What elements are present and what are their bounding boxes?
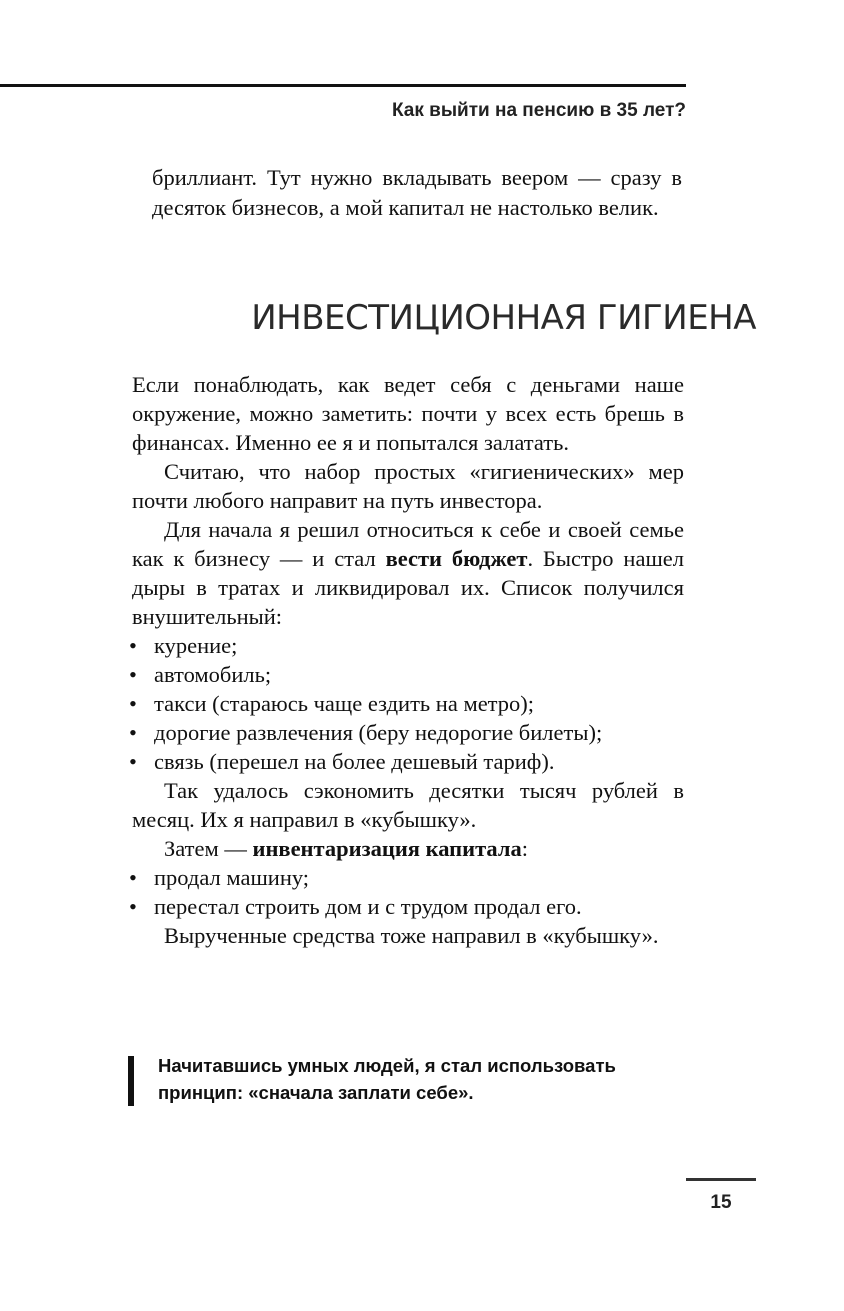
list-item: • продал машину; [129, 865, 310, 890]
callout-bar [128, 1056, 134, 1106]
list-item: • дорогие развлечения (беру недорогие билеты); [129, 720, 603, 745]
list-item: • перестал строить дом и с трудом продал его. [129, 894, 582, 919]
bullet-icon: • [129, 865, 137, 890]
bullet-icon: • [129, 720, 137, 745]
callout-text: Начитавшись умных людей, я стал использовать принцип: «сначала заплати себе». [158, 1055, 616, 1103]
paragraph-5-end: : [521, 836, 529, 861]
bullet-icon: • [129, 633, 137, 658]
paragraph-4: Так удалось сэкономить десятки тысяч рублей в месяц. Их я направил в «кубышку». [132, 778, 684, 832]
paragraph-5 [132, 834, 684, 863]
running-header: Как выйти на пенсию в 35 лет? [391, 100, 686, 121]
bullet-icon: • [129, 894, 137, 919]
paragraph-3-end: . Быстро нашел дыры в тратах и ликвидировал их. Список получился внушительный: [132, 546, 684, 629]
list-item: • такси (стараюсь чаще ездить на метро); [129, 691, 535, 716]
bullet-icon: • [129, 691, 137, 716]
paragraph-1: Если понаблюдать, как ведет себя с деньгами наше окружение, можно заметить: почти у всех есть брешь в финансах. Именно ее я и попытался залатать. [132, 372, 684, 455]
bullet-icon: • [129, 662, 137, 687]
list-item: • автомобиль; [129, 662, 272, 687]
capital-list [129, 863, 684, 921]
paragraph-2: Считаю, что набор простых «гигиенических» мер почти любого направит на путь инвестора. [132, 459, 684, 513]
footer-rule [686, 1178, 756, 1181]
paragraph-3 [132, 515, 684, 631]
paragraph-3-start: Для начала я решил относиться к себе и своей семье как к бизнесу — и стал [132, 517, 684, 571]
list-item: • курение; [129, 633, 238, 658]
savings-list [129, 631, 684, 776]
section-heading: ИНВЕСТИЦИОННАЯ ГИГИЕНА [251, 298, 756, 338]
keyword-capital-inventory: инвентаризация капитала [252, 836, 522, 861]
paragraph-5-start: Затем — [164, 836, 253, 861]
keyword-budget: вести бюджет [385, 546, 528, 571]
page-number: 15 [710, 1192, 732, 1213]
header-rule [0, 84, 686, 87]
bullet-icon: • [129, 749, 137, 774]
callout [128, 1052, 688, 1106]
section-body [129, 370, 684, 950]
continued-paragraph: бриллиант. Тут нужно вкладывать веером — сразу в десяток бизнесов, а мой капитал не настолько велик. [152, 164, 682, 220]
list-item: • связь (перешел на более дешевый тариф). [129, 749, 555, 774]
paragraph-6: Вырученные средства тоже направил в «кубышку». [164, 923, 659, 948]
